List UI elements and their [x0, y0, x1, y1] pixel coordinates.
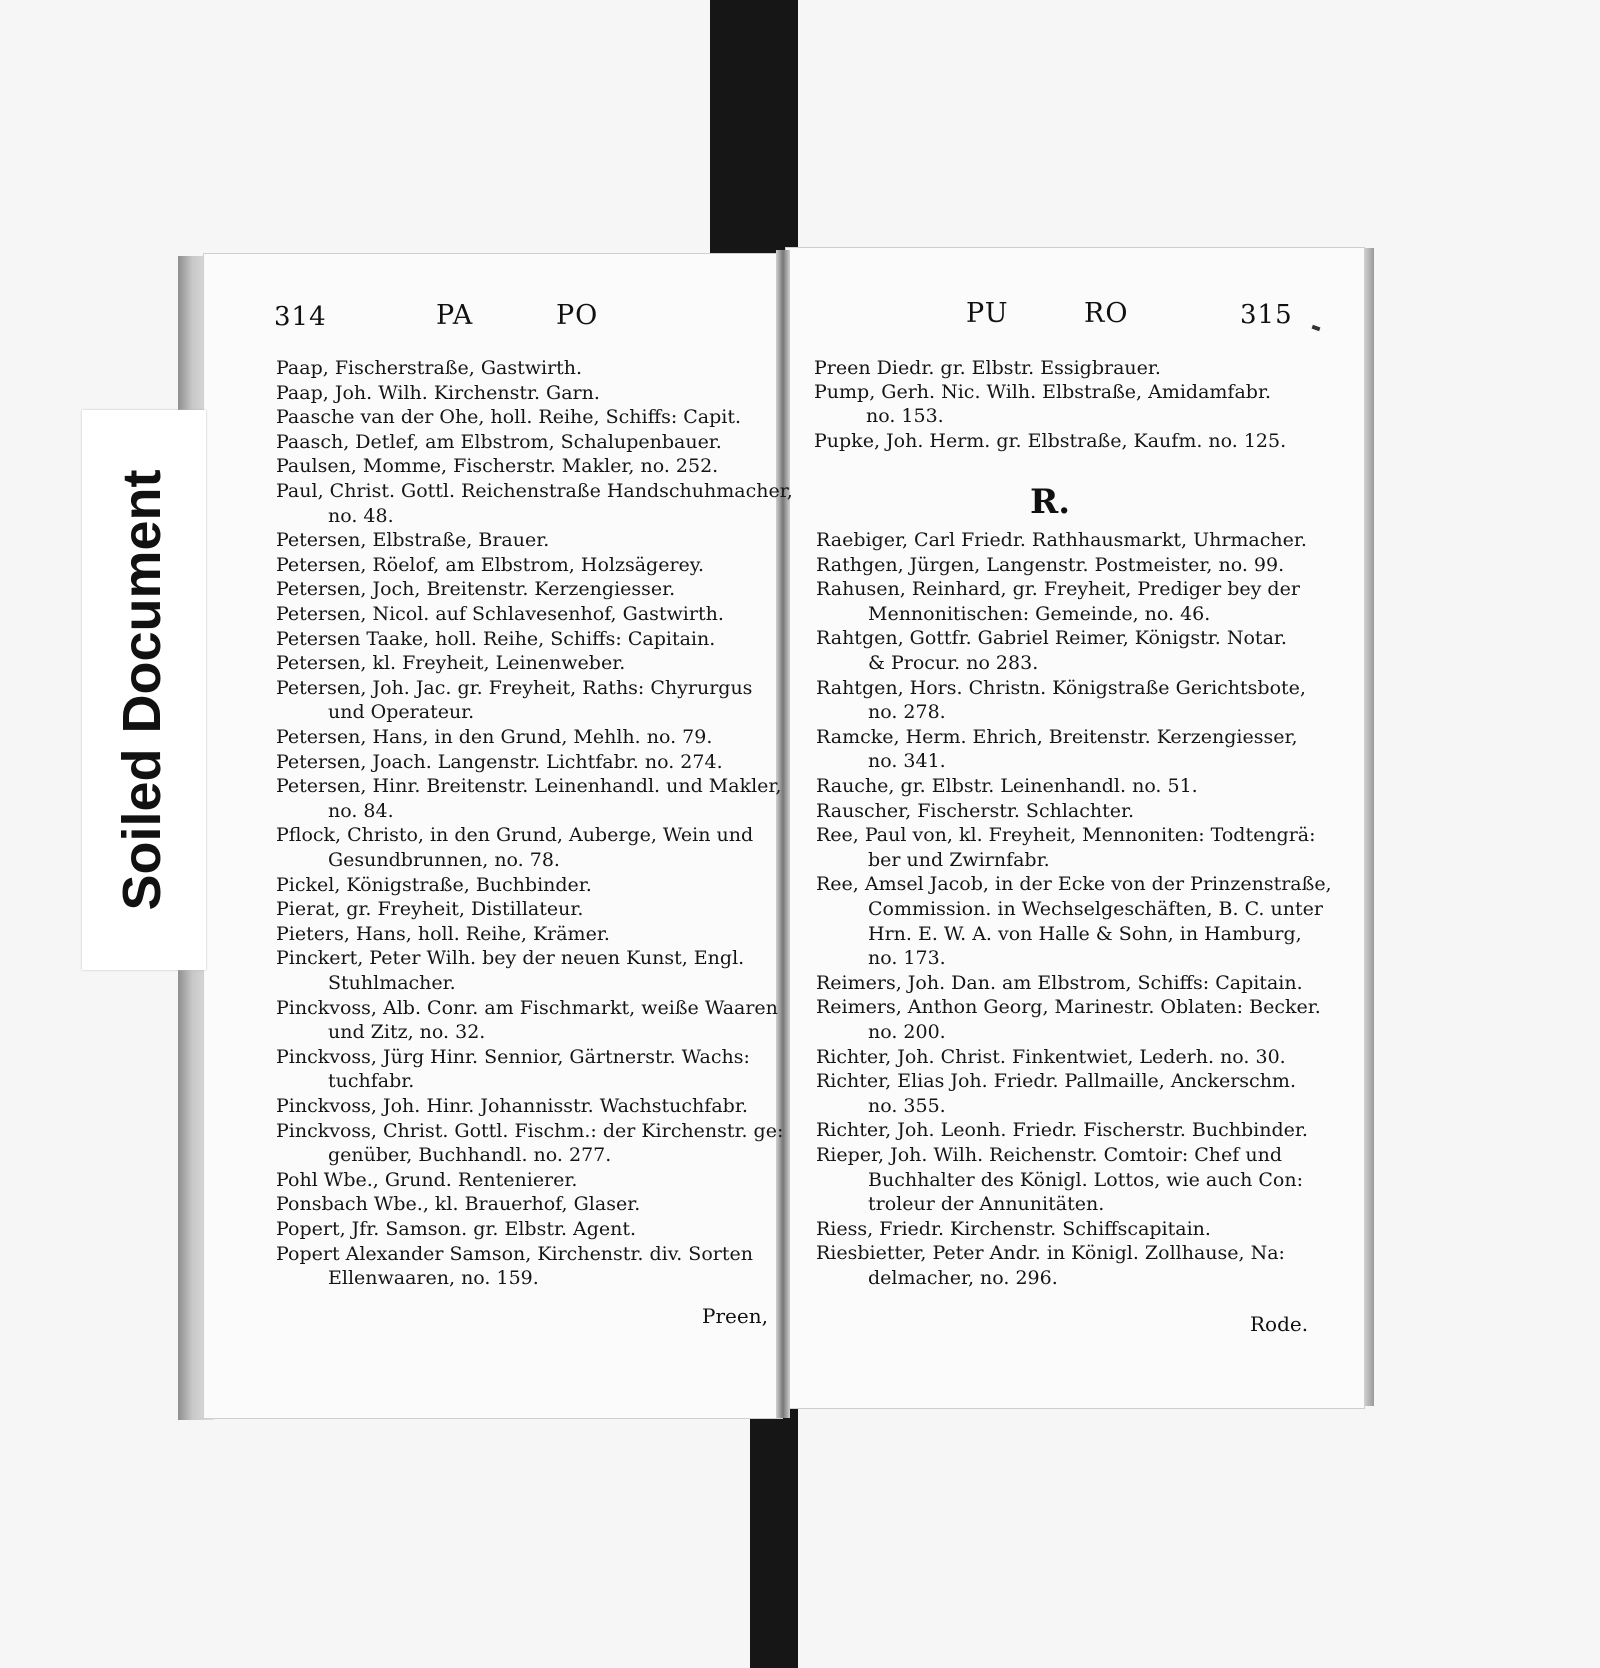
- entry-continuation-line: Gesundbrunnen, no. 78.: [328, 849, 560, 871]
- header-right-page-end: RO: [1084, 298, 1129, 329]
- page-number-right: 315: [1240, 300, 1293, 330]
- page-number-left: 314: [274, 302, 327, 332]
- entry-continuation-line: troleur der Annunitäten.: [868, 1193, 1105, 1216]
- directory-entry: Petersen, Nicol. auf Schlavesenhof, Gastwirth.: [276, 603, 724, 625]
- directory-entry: Petersen, Hinr. Breitenstr. Leinenhandl. und Makler,: [276, 775, 782, 798]
- directory-entry: Pierat, gr. Freyheit, Distillateur.: [276, 898, 584, 921]
- directory-entry: Raebiger, Carl Friedr. Rathhausmarkt, Uhrmacher.: [816, 529, 1307, 551]
- directory-entry: Reimers, Joh. Dan. am Elbstrom, Schiffs: Capitain.: [816, 971, 1303, 994]
- header-left-page-start: PA: [436, 300, 474, 331]
- directory-entry: Riesbietter, Peter Andr. in Königl. Zollhause, Na:: [816, 1242, 1285, 1265]
- directory-entry: Richter, Joh. Leonh. Friedr. Fischerstr. Buchbinder.: [816, 1119, 1308, 1142]
- directory-entry: Pickel, Königstraße, Buchbinder.: [276, 873, 592, 896]
- directory-entry: Reimers, Anthon Georg, Marinestr. Oblaten: Becker.: [816, 996, 1321, 1019]
- directory-entry: Pohl Wbe., Grund. Rentenierer.: [276, 1168, 578, 1191]
- directory-entry: Petersen, Hans, in den Grund, Mehlh. no. 79.: [276, 726, 713, 748]
- directory-entry: Paap, Fischerstraße, Gastwirth.: [276, 357, 583, 379]
- header-right-page-start: PU: [966, 298, 1009, 329]
- directory-entry: Rahtgen, Gottfr. Gabriel Reimer, Königstr. Notar.: [816, 627, 1287, 650]
- directory-entry: Paasche van der Ohe, holl. Reihe, Schiffs: Capit.: [276, 406, 742, 429]
- entry-continuation-line: tuchfabr.: [328, 1070, 415, 1093]
- directory-entry: Riess, Friedr. Kirchenstr. Schiffscapitain.: [816, 1217, 1211, 1240]
- directory-entry: Pump, Gerh. Nic. Wilh. Elbstraße, Amidamfabr.: [814, 381, 1271, 404]
- directory-entry: Pieters, Hans, holl. Reihe, Krämer.: [276, 922, 610, 945]
- entry-continuation-line: no. 341.: [868, 750, 946, 773]
- directory-entry: Paap, Joh. Wilh. Kirchenstr. Garn.: [276, 381, 600, 404]
- entry-continuation-line: Ellenwaaren, no. 159.: [328, 1267, 539, 1290]
- entry-continuation-line: no. 48.: [328, 504, 394, 527]
- entry-continuation-line: no. 278.: [868, 701, 946, 724]
- book-gutter: [776, 250, 790, 1418]
- entry-continuation-line: no. 173.: [868, 947, 946, 970]
- directory-entry: Ramcke, Herm. Ehrich, Breitenstr. Kerzengiesser,: [816, 725, 1298, 748]
- directory-entry: Petersen, Röelof, am Elbstrom, Holzsägerey.: [276, 553, 705, 576]
- entry-continuation-line: no. 200.: [868, 1021, 946, 1043]
- entry-continuation-line: ber und Zwirnfabr.: [868, 848, 1050, 871]
- entry-continuation-line: und Operateur.: [328, 701, 475, 724]
- directory-entry: Petersen Taake, holl. Reihe, Schiffs: Capitain.: [276, 627, 716, 650]
- directory-entry: Preen Diedr. gr. Elbstr. Essigbrauer.: [814, 357, 1161, 379]
- entry-continuation-line: Stuhlmacher.: [328, 972, 456, 994]
- header-left-page-end: PO: [556, 300, 599, 331]
- directory-entry: Pinckvoss, Christ. Gottl. Fischm.: der Kirchenstr. ge:: [276, 1119, 784, 1142]
- directory-entry: Ree, Paul von, kl. Freyheit, Mennoniten: Todtengrä:: [816, 824, 1316, 847]
- directory-entry: Rieper, Joh. Wilh. Reichenstr. Comtoir: Chef und: [816, 1144, 1282, 1166]
- directory-entry: Ree, Amsel Jacob, in der Ecke von der Prinzenstraße,: [816, 873, 1332, 896]
- entry-continuation-line: und Zitz, no. 32.: [328, 1021, 486, 1044]
- entry-continuation-line: Commission. in Wechselgeschäften, B. C. unter: [868, 898, 1323, 920]
- directory-entry: Rahusen, Reinhard, gr. Freyheit, Prediger bey der: [816, 578, 1300, 601]
- binding-strip-bottom: [750, 1400, 798, 1668]
- section-letter-r: R.: [1030, 482, 1071, 522]
- directory-entry: Petersen, Joach. Langenstr. Lichtfabr. no. 274.: [276, 750, 723, 773]
- directory-entry: Paul, Christ. Gottl. Reichenstraße Handschuhmacher,: [276, 480, 793, 502]
- binding-strip-top: [710, 0, 798, 258]
- directory-entry: Pinckert, Peter Wilh. bey der neuen Kunst, Engl.: [276, 947, 745, 970]
- entry-continuation-line: no. 153.: [866, 405, 944, 428]
- directory-entry: Ponsbach Wbe., kl. Brauerhof, Glaser.: [276, 1193, 641, 1216]
- directory-entry: Pflock, Christo, in den Grund, Auberge, Wein und: [276, 824, 754, 847]
- directory-entry: Paulsen, Momme, Fischerstr. Makler, no. 252.: [276, 455, 719, 478]
- directory-entry: Rahtgen, Hors. Christn. Königstraße Gerichtsbote,: [816, 676, 1306, 699]
- directory-entry: Richter, Elias Joh. Friedr. Pallmaille, Anckerschm.: [816, 1070, 1296, 1093]
- entry-continuation-line: delmacher, no. 296.: [868, 1267, 1058, 1289]
- directory-entry: Pinckvoss, Joh. Hinr. Johannisstr. Wachstuchfabr.: [276, 1095, 748, 1117]
- directory-entry: Petersen, Joh. Jac. gr. Freyheit, Raths: Chyrurgus: [276, 676, 753, 699]
- directory-entry: Pinckvoss, Alb. Conr. am Fischmarkt, weiße Waaren: [276, 996, 778, 1019]
- directory-entry: Petersen, Elbstraße, Brauer.: [276, 529, 550, 552]
- directory-entry: Richter, Joh. Christ. Finkentwiet, Lederh. no. 30.: [816, 1045, 1286, 1068]
- left-page-entries: [276, 356, 793, 1296]
- directory-entry: Pupke, Joh. Herm. gr. Elbstraße, Kaufm. no. 125.: [814, 429, 1287, 452]
- right-page-p-entries: [814, 356, 1304, 456]
- entry-continuation-line: genüber, Buchhandl. no. 277.: [328, 1144, 612, 1167]
- entry-continuation-line: no. 84.: [328, 799, 394, 822]
- right-page-r-entries: [816, 528, 1332, 1308]
- entry-continuation-line: Buchhalter des Königl. Lottos, wie auch Con:: [868, 1168, 1303, 1191]
- directory-entry: Popert Alexander Samson, Kirchenstr. div. Sorten: [276, 1242, 753, 1265]
- directory-entry: Pinckvoss, Jürg Hinr. Sennior, Gärtnerstr. Wachs:: [276, 1045, 750, 1068]
- directory-entry: Petersen, Joch, Breitenstr. Kerzengiesser.: [276, 578, 676, 601]
- directory-entry: Popert, Jfr. Samson. gr. Elbstr. Agent.: [276, 1218, 637, 1240]
- soiled-document-label: Soiled Document: [112, 469, 172, 911]
- catchword-right: Rode.: [1250, 1312, 1309, 1336]
- directory-entry: Paasch, Detlef, am Elbstrom, Schalupenbauer.: [276, 430, 722, 453]
- directory-entry: Rauscher, Fischerstr. Schlachter.: [816, 799, 1135, 822]
- directory-entry: Rathgen, Jürgen, Langenstr. Postmeister, no. 99.: [816, 553, 1285, 576]
- directory-entry: Petersen, kl. Freyheit, Leinenweber.: [276, 652, 626, 675]
- entry-continuation-line: Mennonitischen: Gemeinde, no. 46.: [868, 602, 1211, 625]
- entry-continuation-line: & Procur. no 283.: [868, 652, 1039, 674]
- entry-continuation-line: no. 355.: [868, 1094, 946, 1117]
- entry-continuation-line: Hrn. E. W. A. von Halle & Sohn, in Hamburg,: [868, 922, 1302, 945]
- directory-entry: Rauche, gr. Elbstr. Leinenhandl. no. 51.: [816, 775, 1198, 797]
- catchword-left: Preen,: [702, 1304, 768, 1328]
